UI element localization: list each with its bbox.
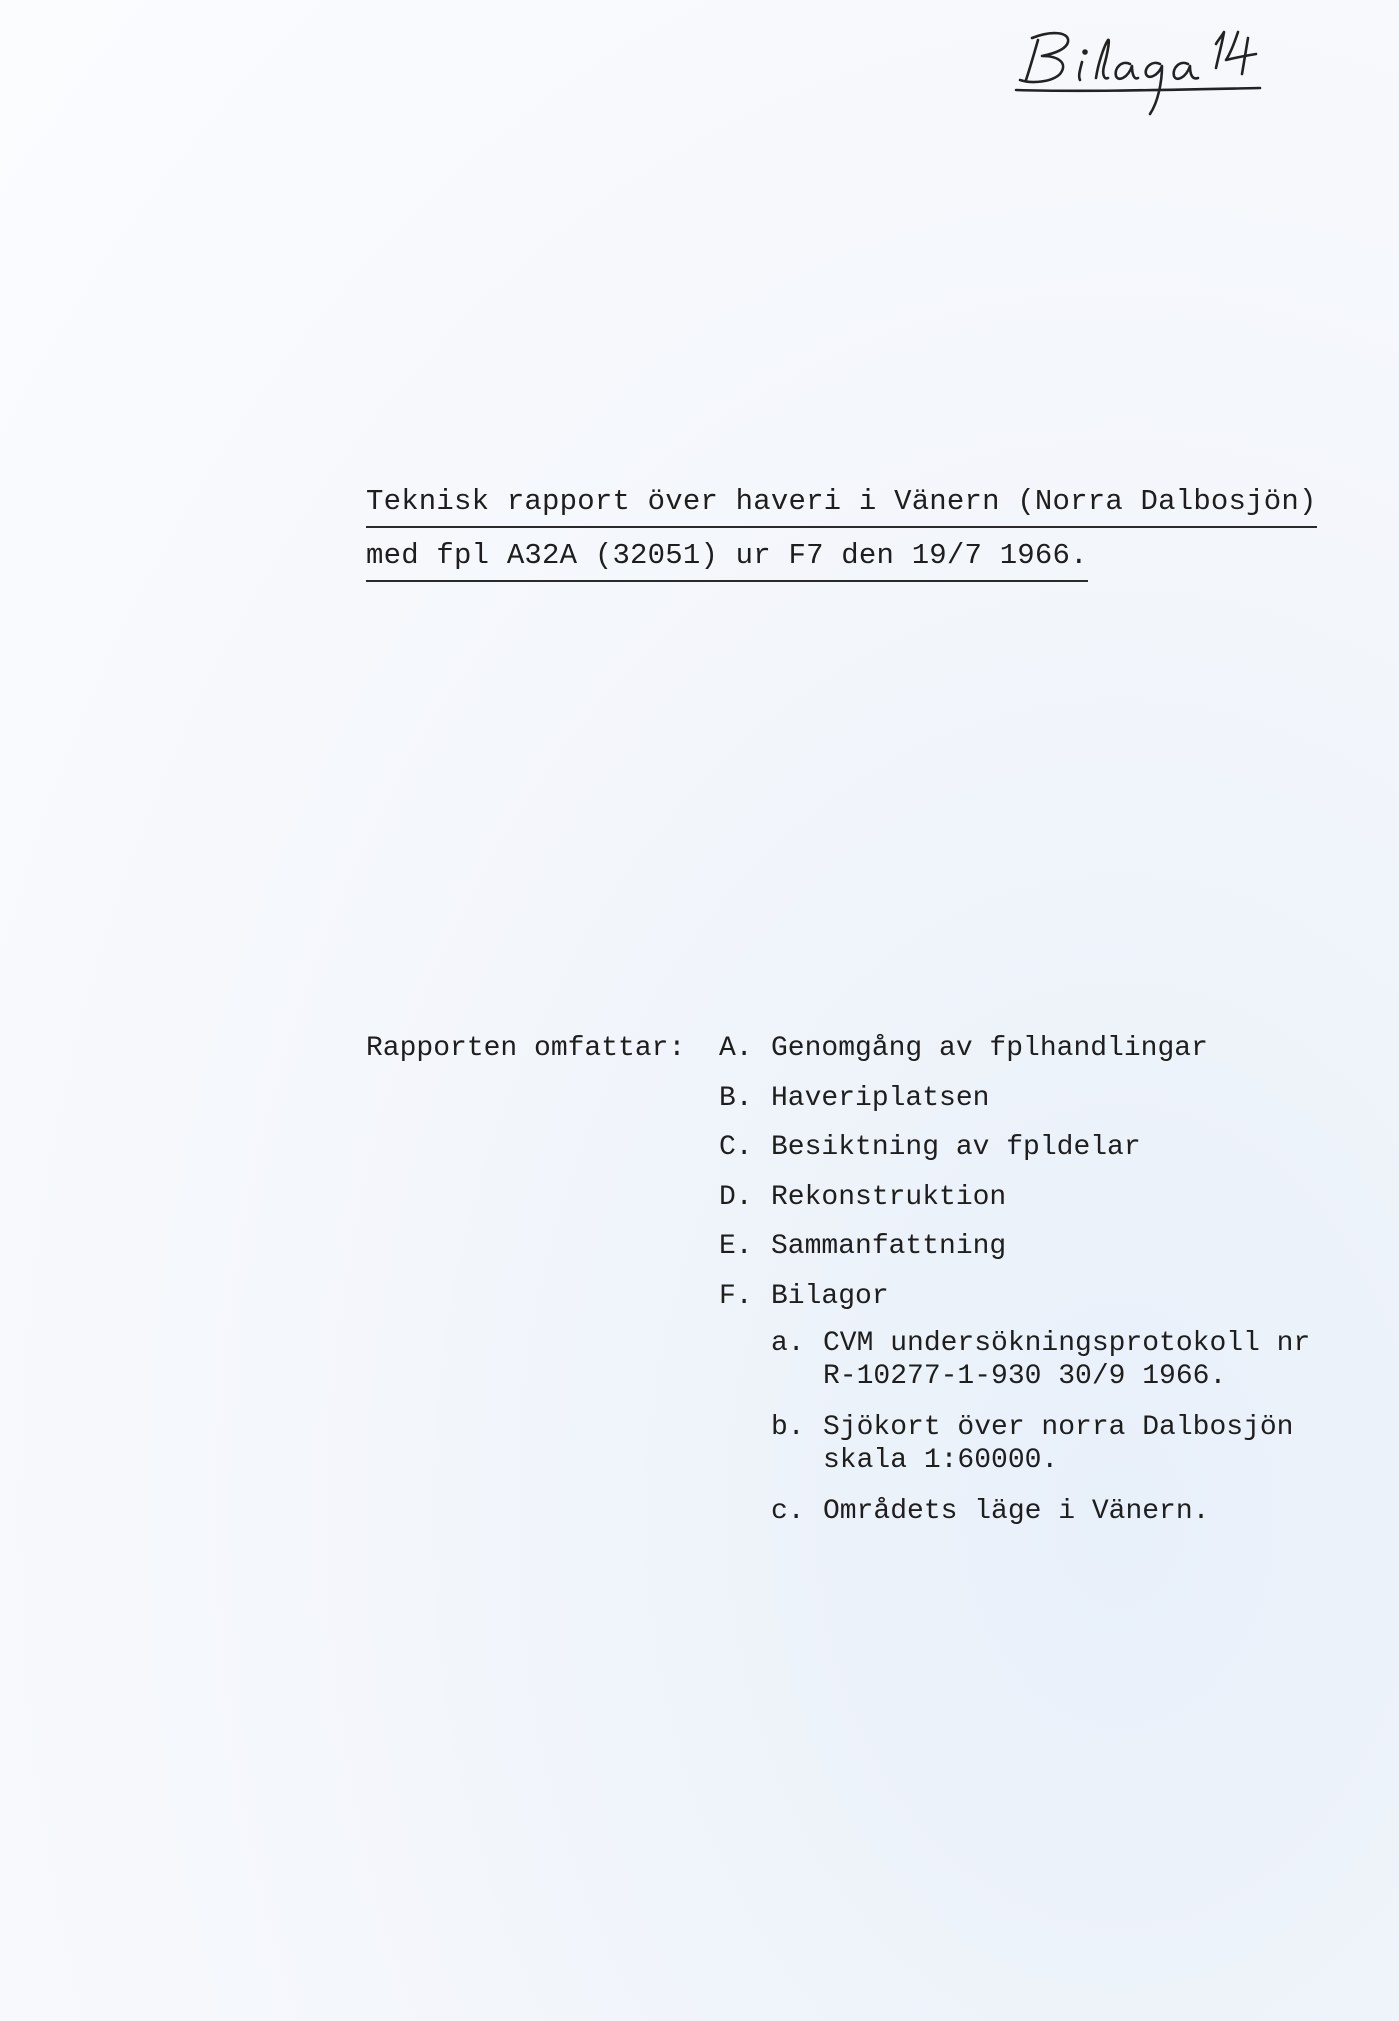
appendix-text-line: skala 1:60000. <box>823 1445 1059 1476</box>
appendix-text-line: Områdets läge i Vänern. <box>823 1496 1210 1527</box>
appendix-text <box>823 1411 1359 1477</box>
item-letter: D. <box>719 1181 753 1213</box>
contents-label: Rapporten omfattar: <box>366 1033 686 1064</box>
appendix-text-line: R-10277-1-930 30/9 1966. <box>823 1361 1227 1392</box>
item-text: Rekonstruktion <box>771 1181 1007 1213</box>
list-item <box>719 1177 1359 1227</box>
item-text: Bilagor <box>771 1280 889 1312</box>
item-text: Haveriplatsen <box>771 1082 990 1114</box>
appendix-item <box>771 1327 1359 1393</box>
title-line-1: Teknisk rapport över haveri i Vänern (Norra Dalbosjön) <box>366 478 1317 528</box>
item-letter: F. <box>719 1280 753 1312</box>
item-letter: B. <box>719 1082 753 1114</box>
appendix-item <box>771 1495 1359 1528</box>
item-letter: A. <box>719 1033 753 1064</box>
appendix-letter: c. <box>771 1496 805 1527</box>
list-item <box>719 1078 1359 1128</box>
item-text: Besiktning av fpldelar <box>771 1132 1141 1163</box>
handwritten-annex-mark <box>1012 18 1262 128</box>
appendix-letter: a. <box>771 1328 805 1359</box>
list-item <box>719 1276 1359 1326</box>
appendix-text <box>823 1495 1359 1528</box>
annex-signature-icon <box>1012 18 1262 128</box>
list-item <box>719 1028 1359 1078</box>
appendix-text-line: Sjökort över norra Dalbosjön <box>823 1412 1294 1443</box>
list-item <box>719 1226 1359 1276</box>
item-text: Genomgång av fplhandlingar <box>771 1033 1208 1064</box>
title-line-2: med fpl A32A (32051) ur F7 den 19/7 1966. <box>366 532 1088 582</box>
item-letter: E. <box>719 1231 753 1262</box>
appendix-item <box>771 1411 1359 1477</box>
contents-list <box>719 1028 1359 1546</box>
appendix-list <box>771 1327 1359 1528</box>
appendix-text-line: CVM undersökningsprotokoll nr <box>823 1328 1311 1359</box>
appendix-letter: b. <box>771 1412 805 1443</box>
item-letter: C. <box>719 1132 753 1163</box>
appendix-text <box>823 1327 1359 1393</box>
item-text: Sammanfattning <box>771 1231 1007 1262</box>
report-title <box>366 478 1346 582</box>
list-item <box>719 1127 1359 1177</box>
